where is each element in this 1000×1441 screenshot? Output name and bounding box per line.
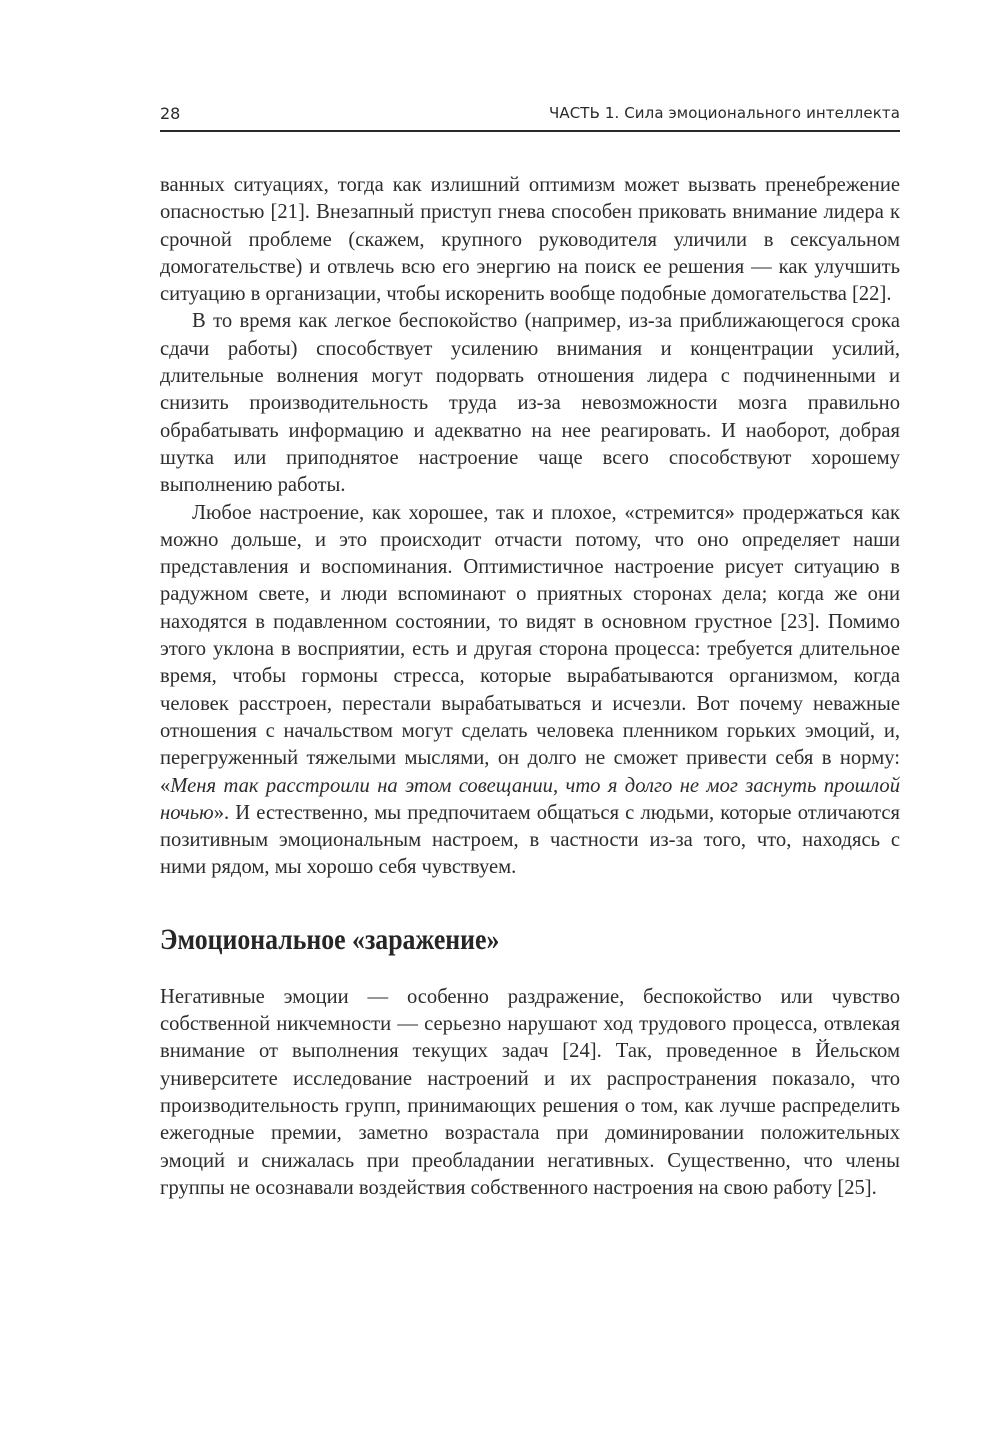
- page-number: 28: [160, 104, 181, 123]
- running-header: [160, 100, 900, 132]
- paragraph-mood: [160, 500, 900, 882]
- paragraph-continued: ванных ситуациях, тогда как излишний оптимизм может вызвать пренебрежение опасностью [21]. Внезапный приступ гнева способен приковать внимание лидера к срочной проблеме (скажем, крупного руководителя уличили в сексуальном домогательстве) и отвлечь всю его энергию на поиск ее решения — как улучшить ситуацию в организации, чтобы искоренить вообще подобные домогательства [22].: [160, 174, 900, 306]
- paragraph-mood-text-before: Любое настроение, как хорошее, так и плохое, «стремится» продержаться как можно дольше, и это происходит отчасти потому, что оно определяет наши представления и воспоминания. Оптимистичное настроение рисует ситуацию в радужном свете, и люди вспоминают о приятных сторонах дела; когда же они находятся в подавленном состоянии, то видят в основном грустное [23]. Помимо этого уклона в восприятии, есть и другая сторона процесса: требуется длительное время, чтобы гормоны стресса, которые вырабатываются организмом, когда человек расстроен, перестали вырабатываться и исчезли. Вот почему неважные отношения с начальством могут сделать человека пленником горьких эмоций, и, перегруженный тяжелыми мыслями, он долго не сможет привести себя в норму: «: [160, 501, 900, 797]
- paragraph-mood-text-after: ». И естественно, мы предпочитаем общаться с людьми, которые отличаются позитивным эмоциональным настроем, в частности из-за того, что, находясь с ними рядом, мы хорошо себя чувствуем.: [160, 801, 900, 879]
- section-heading: Эмоциональное «заражение»: [160, 922, 500, 956]
- body-text: [160, 172, 900, 1202]
- section-paragraph: Негативные эмоции — особенно раздражение, беспокойство или чувство собственной никчемности — серьезно нарушают ход трудового процесса, отвлекая внимание от выполнения текущих задач [24]. Так, проведенное в Йельском университете исследование настроений и их распространения показало, что производительность групп, принимающих решения о том, как лучше распределить ежегодные премии, заметно возрастала при доминировании положительных эмоций и снижалась при преобладании негативных. Существенно, что члены группы не осознавали воздействия собственного настроения на свою работу [25].: [160, 985, 900, 1199]
- book-page: [160, 0, 900, 1441]
- paragraph-anxiety: В то время как легкое беспокойство (например, из-за приближающегося срока сдачи работы) способствует усилению внимания и концентрации усилий, длительные волнения могут подорвать отношения лидера с подчиненными и снизить производительность труда из-за невозможности мозга правильно обрабатывать информацию и адекватно на нее реагировать. И наоборот, добрая шутка или приподнятое настроение чаще всего способствуют хорошему выполнению работы.: [160, 310, 900, 497]
- paragraph-mood-italic-quote: Меня так расстроили на этом совещании, что я долго не мог заснуть прошлой ночью: [160, 774, 900, 824]
- chapter-title: ЧАСТЬ 1. Сила эмоционального интеллекта: [548, 104, 900, 122]
